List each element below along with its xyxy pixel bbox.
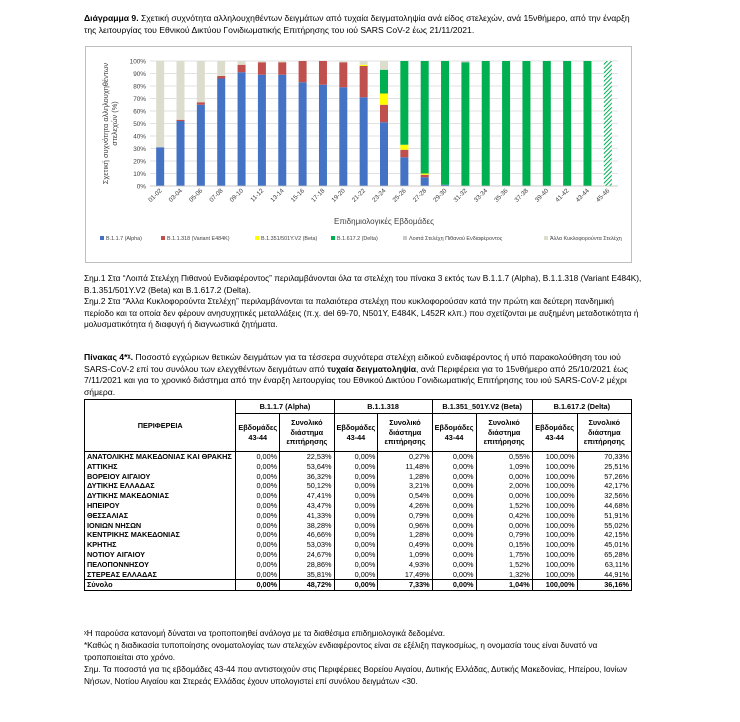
region-header: ΠΕΡΙΦΕΡΕΙΑ (85, 400, 236, 452)
table-cell: 0,00% (432, 570, 476, 580)
table-cell: 46,66% (280, 530, 334, 540)
x-tick-label: 15-16 (289, 187, 307, 204)
legend-swatch (403, 236, 407, 240)
x-axis-title: Επιδημιολογικές Εβδομάδες (334, 217, 434, 226)
bar-segment (543, 61, 551, 186)
table-cell: 0,00% (334, 560, 378, 570)
table-cell: 1,09% (476, 462, 532, 472)
table-title-bold: τυχαία δειγματοληψία (327, 363, 417, 374)
table-cell: 35,81% (280, 570, 334, 580)
legend-label: Λοιπά Στελέχη Πιθανού Ενδιαφέροντος (409, 236, 503, 242)
y-tick-label: 100% (129, 58, 146, 66)
sub-week-header: Εβδομάδες 43-44 (334, 414, 378, 452)
bar-segment (156, 61, 164, 147)
region-name: ΙΟΝΙΩΝ ΝΗΣΩΝ (85, 521, 236, 531)
y-axis-title: Σχετική συχνότητα αλληλουχηθέντωνστελεχών (%) (101, 62, 119, 185)
x-tick-label: 39-40 (533, 187, 551, 204)
group-header-alpha: B.1.1.7 (Alpha) (236, 400, 334, 414)
bar-segment (441, 61, 449, 185)
table-cell: 0,27% (378, 452, 432, 462)
table-cell: 44,68% (577, 501, 631, 511)
table-cell: 0,00% (432, 530, 476, 540)
table-cell: 47,41% (280, 491, 334, 501)
group-header-delta: B.1.617.2 (Delta) (532, 400, 631, 414)
bar-segment (421, 175, 429, 178)
table-cell: 0,79% (476, 530, 532, 540)
bar-segment (421, 174, 429, 175)
bar-segment (482, 61, 490, 186)
legend-label: B.1.617.2 (Delta) (337, 236, 378, 242)
y-tick-label: 10% (133, 171, 146, 178)
x-tick-label: 13-14 (269, 187, 286, 204)
table-title-text-2: , ανά Περιφέρεια για το 15νθήμερο από 25/10/2021 έως 7/11/2021 και για το χρονικό διάστημα από την έναρξη λειτουργίας του Εθνικού Δικτύου Γονιδιωματικής Επιτήρησης του ιού SARS-CoV-2 μέχρι σήμερα. (84, 363, 629, 397)
table-cell: 36,32% (280, 472, 334, 482)
group-header-b11318: B.1.1.318 (334, 400, 432, 414)
sub-total-header: Συνολικό διάστημα επιτήρησης (280, 414, 334, 452)
x-tick-label: 29-30 (432, 187, 449, 204)
table-cell: 53,03% (280, 540, 334, 550)
table-row (85, 530, 632, 540)
table-cell: 3,21% (378, 481, 432, 491)
variants-table (84, 399, 632, 591)
bar-segment (421, 61, 429, 174)
legend-swatch (100, 236, 104, 240)
table-cell: 0,00% (236, 501, 280, 511)
table-cell: 0,00% (334, 481, 378, 491)
table-cell: 1,04% (476, 580, 532, 591)
table-row (85, 570, 632, 580)
table-cell: 0,00% (432, 452, 476, 462)
bar-segment (461, 61, 469, 62)
y-tick-label: 60% (133, 108, 146, 116)
table-cell: 1,32% (476, 570, 532, 580)
table-row (85, 491, 632, 501)
bar-segment (380, 70, 388, 94)
table-cell: 0,00% (334, 580, 378, 591)
table-cell: 100,00% (532, 580, 577, 591)
table-cell: 42,15% (577, 530, 631, 540)
table-row (85, 472, 632, 482)
region-name: ΒΟΡΕΙΟΥ ΑΙΓΑΙΟΥ (85, 472, 236, 482)
table-cell: 22,53% (280, 452, 334, 462)
table-cell: 70,33% (577, 452, 631, 462)
x-tick-label: 23-24 (371, 187, 388, 204)
sub-week-header: Εβδομάδες 43-44 (432, 414, 476, 452)
table-cell: 100,00% (532, 570, 577, 580)
bar-segment (583, 61, 591, 186)
table-row (85, 481, 632, 491)
bar-segment (238, 65, 246, 73)
legend-label: B.1.1.318 (Variant E484K) (167, 236, 230, 242)
bar-segment (217, 76, 225, 79)
bar-segment (258, 62, 266, 75)
table-cell: 0,00% (432, 501, 476, 511)
table-cell: 0,00% (236, 491, 280, 501)
bar-segment (319, 61, 327, 85)
table-cell: 0,00% (476, 491, 532, 501)
sub-week-header: Εβδομάδες 43-44 (236, 414, 280, 452)
bar-segment (238, 61, 246, 65)
table-cell: 41,33% (280, 511, 334, 521)
table-cell: 17,49% (378, 570, 432, 580)
bar-segment (339, 87, 347, 186)
table-cell: 0,79% (378, 511, 432, 521)
legend-swatch (161, 236, 165, 240)
y-tick-label: 20% (133, 158, 146, 166)
table-cell: 100,00% (532, 540, 577, 550)
bar-segment (400, 61, 408, 145)
footnote-3: Σημ. Τα ποσοστά για τις εβδομάδες 43-44 που αντιστοιχούν στις Περιφέρειες Βορείου Αιγαίου, Δυτικής Ελλάδας, Δυτικής Μακεδονίας, Ηπείρου, Ιονίων Νήσων, Νοτίου Αιγαίου και Στερεάς Ελλάδας έχουν υπολογιστεί επί συνόλου δειγμάτων <30. (84, 665, 627, 686)
region-name: ΣΤΕΡΕΑΣ ΕΛΛΑΔΑΣ (85, 570, 236, 580)
table-cell: 0,00% (334, 511, 378, 521)
x-tick-label: 05-06 (187, 187, 205, 204)
region-name: ΔΥΤΙΚΗΣ ΜΑΚΕΔΟΝΙΑΣ (85, 491, 236, 501)
table-cell: 48,72% (280, 580, 334, 591)
bar-segment (360, 65, 368, 66)
x-tick-label: 11-12 (249, 187, 266, 204)
table-cell: 0,00% (236, 481, 280, 491)
chart-area (85, 46, 632, 263)
table-cell: 25,51% (577, 462, 631, 472)
table-cell: 0,00% (236, 560, 280, 570)
chart-caption (84, 12, 644, 36)
bar-segment (238, 72, 246, 186)
table-cell: 0,00% (432, 491, 476, 501)
y-tick-label: 40% (133, 133, 146, 141)
note-2: Σημ.2 Στα “Άλλα Κυκλοφορούντα Στελέχη” περιλαμβάνονται τα παλαιότερα στελέχη που κυκλοφορούσαν κατά την πρώτη και δεύτερη πανδημική περίοδο και τα οποία δεν φέρουν ανησυχητικές μεταλλάξεις (π.χ. del 69-70, N501Y, E484K, L452R κλπ.) που σχετίζονται με αυξημένη μεταδοτικότητα ή μολυσματικότητα ή διαφυγή ή διαγνωστικά ζητήματα. (84, 296, 639, 329)
region-name: Σύνολο (85, 580, 236, 591)
sub-total-header: Συνολικό διάστημα επιτήρησης (577, 414, 631, 452)
region-name: ΠΕΛΟΠΟΝΝΗΣΟΥ (85, 560, 236, 570)
table-cell: 100,00% (532, 491, 577, 501)
table-cell: 0,00% (432, 540, 476, 550)
table-cell: 0,00% (432, 472, 476, 482)
table-cell: 50,12% (280, 481, 334, 491)
table-cell: 0,00% (334, 472, 378, 482)
x-tick-label: 37-38 (513, 187, 530, 204)
x-tick-label: 03-04 (167, 187, 184, 204)
bar-segment (360, 97, 368, 186)
legend-swatch (544, 236, 548, 240)
bar-segment (278, 62, 286, 75)
x-tick-label: 43-44 (574, 187, 591, 204)
table-cell: 1,28% (378, 530, 432, 540)
table-cell: 55,02% (577, 521, 631, 531)
bar-segment (400, 145, 408, 150)
region-name: ΚΡΗΤΗΣ (85, 540, 236, 550)
region-name: ΗΠΕΙΡΟΥ (85, 501, 236, 511)
table-cell: 0,00% (334, 491, 378, 501)
table-cell: 4,26% (378, 501, 432, 511)
table-cell: 38,28% (280, 521, 334, 531)
bar-segment (177, 121, 185, 186)
y-tick-label: 30% (133, 146, 146, 153)
table-cell: 0,00% (334, 501, 378, 511)
legend-swatch (331, 236, 335, 240)
x-tick-label: 01-02 (147, 187, 164, 204)
table-cell: 0,00% (476, 472, 532, 482)
bar-segment (299, 61, 307, 82)
table-cell: 44,91% (577, 570, 631, 580)
x-tick-label: 19-20 (330, 187, 347, 204)
table-cell: 100,00% (532, 550, 577, 560)
table-row (85, 462, 632, 472)
bar-segment (299, 82, 307, 186)
region-name: ΚΕΝΤΡΙΚΗΣ ΜΑΚΕΔΟΝΙΑΣ (85, 530, 236, 540)
x-tick-label: 33-34 (472, 187, 490, 204)
bar-segment (380, 61, 388, 70)
table-cell: 0,00% (236, 462, 280, 472)
table-title-text-1: Ποσοστό εγχώριων θετικών δειγμάτων για τα τέσσερα συχνότερα στελέχη ειδικού ενδιαφέροντος ή υπό παρακολούθηση του ιού SARS-CoV-2 επί του συνόλου των ελεγχθέντων δειγμάτων από (84, 352, 621, 374)
table-cell: 0,00% (334, 550, 378, 560)
table-cell: 0,00% (236, 570, 280, 580)
x-tick-label: 35-36 (493, 187, 510, 204)
bar-segment (522, 61, 530, 186)
caption-text: Σχετική συχνότητα αλληλουχηθέντων δειγμάτων από τυχαία δειγματοληψία ανά είδος στελεχών, ανά 15νθήμερο, από την έναρξη της λειτουργίας του Εθνικού Δικτύου Γονιδιωματικής Επιτήρησης του ιού SARS CoV-2 έως 21/11/2021. (84, 13, 630, 35)
table-cell: 53,64% (280, 462, 334, 472)
bar-segment (258, 61, 266, 62)
y-tick-label: 70% (133, 96, 146, 103)
table-cell: 0,49% (378, 540, 432, 550)
table-cell: 0,00% (236, 580, 280, 591)
x-tick-label: 07-08 (208, 187, 225, 204)
table-cell: 0,42% (476, 511, 532, 521)
table-cell: 42,17% (577, 481, 631, 491)
x-tick-label: 27-28 (411, 187, 429, 204)
table-cell: 0,00% (334, 570, 378, 580)
region-name: ΘΕΣΣΑΛΙΑΣ (85, 511, 236, 521)
bar-segment (217, 79, 225, 187)
table-cell: 100,00% (532, 560, 577, 570)
bar-segment (380, 122, 388, 186)
table-cell: 0,55% (476, 452, 532, 462)
table-cell: 100,00% (532, 521, 577, 531)
table-cell: 65,28% (577, 550, 631, 560)
table-cell: 100,00% (532, 452, 577, 462)
table-cell: 1,09% (378, 550, 432, 560)
bar-segment (360, 66, 368, 97)
bar-segment (563, 61, 571, 186)
table-cell: 0,00% (432, 550, 476, 560)
table-cell: 0,00% (236, 472, 280, 482)
bar-segment (278, 75, 286, 186)
region-name: ΔΥΤΙΚΗΣ ΕΛΛΑΔΑΣ (85, 481, 236, 491)
bar-segment (197, 61, 205, 102)
table-cell: 100,00% (532, 530, 577, 540)
bar-segment (380, 94, 388, 105)
table-cell: 0,00% (236, 511, 280, 521)
legend-label: B.1.1.7 (Alpha) (106, 236, 142, 242)
sub-total-header: Συνολικό διάστημα επιτήρησης (378, 414, 432, 452)
bar-segment (177, 61, 185, 120)
bar-segment (461, 62, 469, 186)
table-total-row (85, 580, 632, 591)
table-cell: 100,00% (532, 481, 577, 491)
bar-segment (217, 61, 225, 76)
table-cell: 32,56% (577, 491, 631, 501)
table-cell: 51,91% (577, 511, 631, 521)
x-tick-label: 09-10 (228, 187, 245, 204)
table-cell: 0,00% (334, 462, 378, 472)
table-cell: 63,11% (577, 560, 631, 570)
table-row (85, 550, 632, 560)
x-tick-label: 41-42 (554, 187, 571, 204)
y-tick-label: 90% (133, 71, 146, 78)
bar-segment (604, 61, 612, 186)
table-row (85, 452, 632, 462)
table-row (85, 560, 632, 570)
bar-segment (258, 75, 266, 186)
x-tick-label: 31-32 (452, 187, 469, 204)
table-cell: 43,47% (280, 501, 334, 511)
bar-segment (380, 105, 388, 123)
footnote-1: ᵡΗ παρούσα κατανομή δύναται να τροποποιηθεί ανάλογα με τα διαθέσιμα επιδημιολογικά δεδομένα. (84, 629, 446, 638)
table-cell: 36,16% (577, 580, 631, 591)
x-tick-label: 45-46 (594, 187, 612, 204)
bar-segment (339, 62, 347, 87)
table-cell: 4,93% (378, 560, 432, 570)
table-cell: 0,00% (236, 550, 280, 560)
table-cell: 1,75% (476, 550, 532, 560)
bar-segment (177, 120, 185, 121)
stacked-bar-chart (86, 47, 631, 262)
y-tick-label: 0% (136, 183, 146, 191)
table-cell: 1,52% (476, 560, 532, 570)
caption-label: Διάγραμμα 9. (84, 13, 139, 23)
region-name: ΑΤΤΙΚΗΣ (85, 462, 236, 472)
group-header-beta: B.1.351_501Y.V2 (Beta) (432, 400, 532, 414)
table-cell: 0,00% (432, 511, 476, 521)
x-tick-label: 25-26 (391, 187, 408, 204)
region-name: ΝΟΤΙΟΥ ΑΙΓΑΙΟΥ (85, 550, 236, 560)
table-row (85, 521, 632, 531)
bar-segment (319, 85, 327, 186)
table-cell: 0,15% (476, 540, 532, 550)
table-cell: 0,00% (236, 521, 280, 531)
legend-label: Άλλα Κυκλοφορούντα Στελέχη (550, 236, 622, 242)
table-cell: 57,26% (577, 472, 631, 482)
bar-segment (421, 177, 429, 186)
table-cell: 45,01% (577, 540, 631, 550)
bar-segment (156, 147, 164, 186)
bar-segment (502, 61, 510, 186)
table-cell: 100,00% (532, 472, 577, 482)
legend-label: B.1.351/501Y.V2 (Beta) (261, 236, 318, 242)
table-cell: 0,00% (432, 462, 476, 472)
sub-total-header: Συνολικό διάστημα επιτήρησης (476, 414, 532, 452)
table-cell: 1,52% (476, 501, 532, 511)
y-tick-label: 50% (133, 121, 146, 128)
table-cell: 24,67% (280, 550, 334, 560)
y-tick-label: 80% (133, 83, 146, 91)
bar-segment (197, 102, 205, 105)
table-cell: 0,96% (378, 521, 432, 531)
region-name: ΑΝΑΤΟΛΙΚΗΣ ΜΑΚΕΔΟΝΙΑΣ ΚΑΙ ΘΡΑΚΗΣ (85, 452, 236, 462)
footnote-2: *Καθώς η διαδικασία τυποποίησης ονοματολογίας των στελεχών ενδιαφέροντος είναι σε εξέλιξη παγκοσμίως, η ονομασία τους είναι δυνατό να τροποποιείται στο χρόνο. (84, 641, 598, 662)
bar-segment (360, 61, 368, 65)
x-tick-label: 17-18 (310, 187, 327, 204)
table-cell: 0,00% (334, 521, 378, 531)
table-cell: 0,00% (236, 452, 280, 462)
bar-segment (278, 61, 286, 62)
note-1: Σημ.1 Στα “Λοιπά Στελέχη Πιθανού Ενδιαφέροντος” περιλαμβάνονται όλα τα στελέχη του πίνακα 3 εκτός των B.1.1.7 (Alpha), B.1.1.318 (Variant E484K), B.1.351/501Y.V2 (Beta) και B.1.617.2 (Delta). (84, 273, 642, 295)
x-tick-label: 21-22 (350, 187, 368, 204)
table-cell: 28,86% (280, 560, 334, 570)
sub-week-header: Εβδομάδες 43-44 (532, 414, 577, 452)
bar-segment (400, 157, 408, 186)
table-cell: 0,00% (432, 521, 476, 531)
table-row (85, 511, 632, 521)
bar-segment (339, 61, 347, 62)
table-cell: 0,00% (236, 540, 280, 550)
table-cell: 0,00% (432, 580, 476, 591)
bar-segment (197, 105, 205, 186)
table-cell: 100,00% (532, 462, 577, 472)
bar-segment (400, 150, 408, 158)
table-cell: 7,33% (378, 580, 432, 591)
legend-swatch (255, 236, 259, 240)
table-cell: 100,00% (532, 511, 577, 521)
table-cell: 2,00% (476, 481, 532, 491)
table-cell: 0,54% (378, 491, 432, 501)
table-cell: 11,48% (378, 462, 432, 472)
table-cell: 0,00% (334, 530, 378, 540)
table-cell: 0,00% (432, 481, 476, 491)
table-row (85, 540, 632, 550)
table-cell: 0,00% (334, 452, 378, 462)
table-cell: 100,00% (532, 501, 577, 511)
table-cell: 0,00% (334, 540, 378, 550)
table-title-label: Πίνακας 4*ᵡ. (84, 352, 134, 362)
table-cell: 0,00% (236, 530, 280, 540)
table-cell: 1,28% (378, 472, 432, 482)
table-row (85, 501, 632, 511)
table-cell: 0,00% (432, 560, 476, 570)
table-cell: 0,00% (476, 521, 532, 531)
table-title (84, 352, 644, 398)
